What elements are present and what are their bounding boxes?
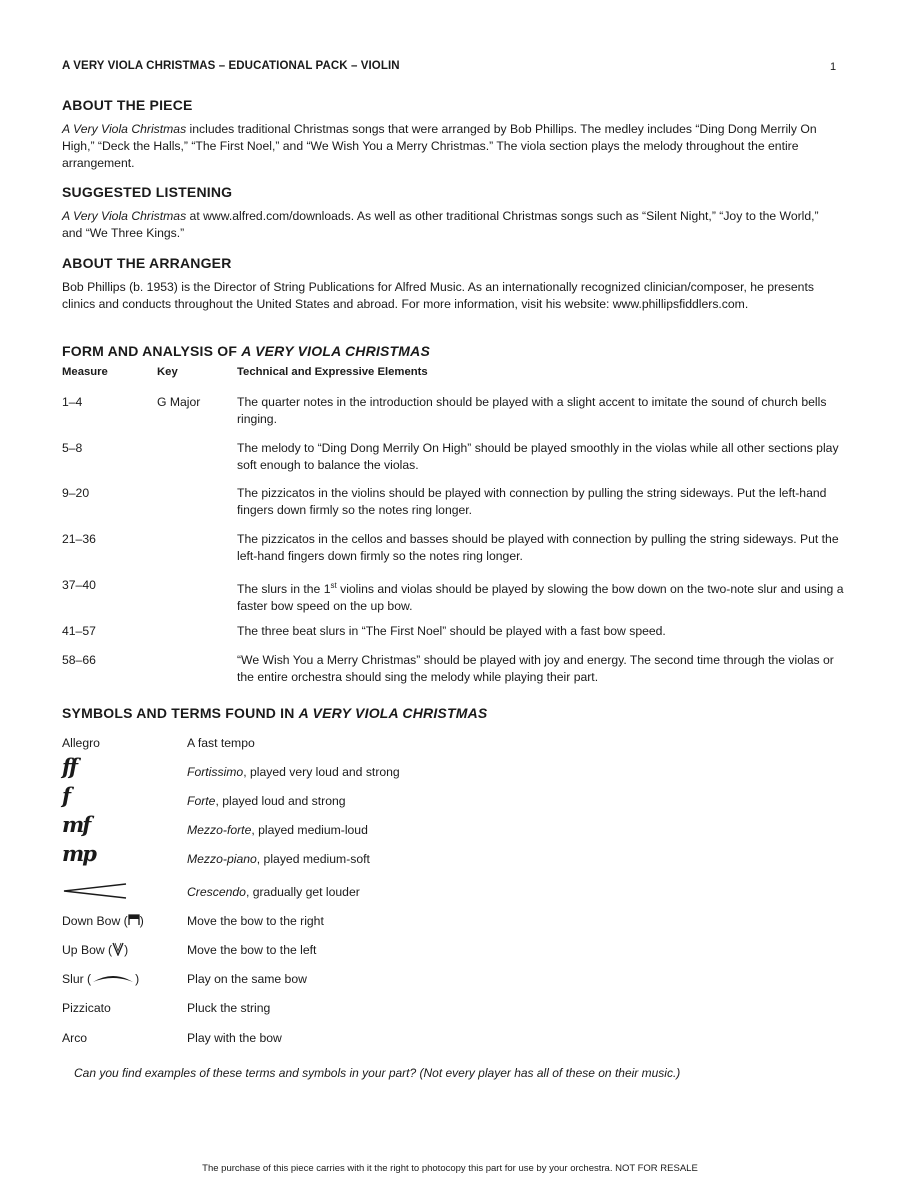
symbols-heading: SYMBOLS AND TERMS FOUND IN A VERY VIOLA CHRISTMAS	[62, 705, 488, 721]
col-measure: Measure	[62, 366, 108, 378]
mezzo-piano-symbol: mp	[62, 841, 95, 866]
slur-icon	[91, 972, 135, 984]
page-number: 1	[830, 61, 837, 73]
forte-symbol: f	[62, 783, 70, 808]
listening-text: A Very Viola Christmas at www.alfred.com/downloads. As well as other traditional Christmas songs such as “Silent Night,” “Joy to the World,” and “We Three Kings.”	[62, 209, 819, 240]
crescendo-icon	[62, 882, 128, 905]
listening-heading: SUGGESTED LISTENING	[62, 184, 233, 200]
down-bow-icon	[128, 914, 140, 926]
fortissimo-symbol: ff	[62, 754, 77, 779]
about-piece-heading: ABOUT THE PIECE	[62, 97, 193, 113]
running-header: A VERY VIOLA CHRISTMAS – EDUCATIONAL PACK – VIOLIN	[62, 60, 400, 72]
mezzo-forte-symbol: mf	[62, 812, 90, 837]
up-bow-icon	[112, 942, 124, 956]
about-piece-text: A Very Viola Christmas includes traditional Christmas songs that were arranged by Bob Phillips. The medley includes “Ding Dong Merrily On High,” “Deck the Halls,” “The First Noel,” and “We Wish You a Merry Christmas.” The viola section plays the melody throughout the entire arrangement.	[62, 122, 817, 170]
arranger-text: Bob Phillips (b. 1953) is the Director of String Publications for Alfred Music. As an internationally recognized clinician/composer, he presents clinics and conducts throughout the United States and abroad. For more information, visit his website: www.phillipsfiddlers.com.	[62, 280, 814, 311]
col-key: Key	[157, 366, 178, 378]
footer-notice: The purchase of this piece carries with it the right to photocopy this part for use by your orchestra. NOT FOR RESALE	[202, 1163, 698, 1174]
arranger-heading: ABOUT THE ARRANGER	[62, 255, 232, 271]
form-heading: FORM AND ANALYSIS OF A VERY VIOLA CHRISTMAS	[62, 343, 430, 359]
review-question: Can you find examples of these terms and symbols in your part? (Not every player has all of these on their music.)	[74, 1066, 681, 1080]
document-page: A VERY VIOLA CHRISTMAS – EDUCATIONAL PACK – VIOLIN 1 ABOUT THE PIECE A Very Viola Christmas includes traditional Christmas songs that were arranged by Bob Phillips. The medley includes “Ding Dong Merrily On High,” “Deck the Halls,” “The First Noel,” and “We Wish You a Merry Christmas.” The viola section plays the melody throughout the entire arrangement. SUGGESTED LISTENING A Very Viola Christmas at www.alfred.com/downloads. As well as other traditional Christmas songs such as “Silent Night,” “Joy to the World,” and “We Three Kings.” ABOUT THE ARRANGER Bob Phillips (b. 1953) is the Director of String Publications for Alfred Music. As an internationally recognized clinician/composer, he presents clinics and conducts throughout the United States and abroad. For more information, visit his website: www.phillipsfiddlers.com. FORM AND ANALYSIS OF A VERY VIOLA CHRISTMAS Measure Key Technical and Expressive Elements 1–4 G Major The quarter notes in the introduction should be played with a slight accent to imitate the sound of church bells ringing. 5–8 The melody to “Ding Dong Merrily On High” should be played smoothly in the violas while all other sections play soft enough to balance the violas. 9–20 The pizzicatos in the violins should be played with connection by pulling the string sideways. Put the left-hand fingers down firmly so the notes ring longer. 21–36 The pizzicatos in the cellos and basses should be played with connection by pulling the string sideways. Put the left-hand fingers down firmly so the notes ring longer. 37–40 The slurs in the 1st violins and violas should be played by slowing the bow down on the two-note slur and using a faster bow speed on the up bow. 41–57 The three beat slurs in “The First Noel” should be played with a fast bow speed. 58–66 “We Wish You a Merry Christmas” should be played with joy and energy. The second time through the violas or the entire orchestra should sing the melody while playing their part. SYMBOLS AND TERMS FOUND IN A VERY VIOLA CHRISTMAS Allegro A fast tempo ff Fortissimo, played very loud and strong f Forte, played loud and strong mf Mezzo-forte, played medium-loud mp Mezzo-piano, played medium-soft Crescendo, gradually get louder Down Bow ( ) Move the bow to the right Up Bow ( ) Move the bow to the left Slur ( ) Play on the same bow Pizzicato Pluck the string Arco Play with the bow Can you find examples of these terms and symbols in your part? (Not every player has all of these on their music.) The purchase of this piece carries with it the right to photocopy this part for use by your orchestra. NOT FOR RESALE	[0, 0, 900, 1200]
col-elements: Technical and Expressive Elements	[237, 366, 428, 378]
